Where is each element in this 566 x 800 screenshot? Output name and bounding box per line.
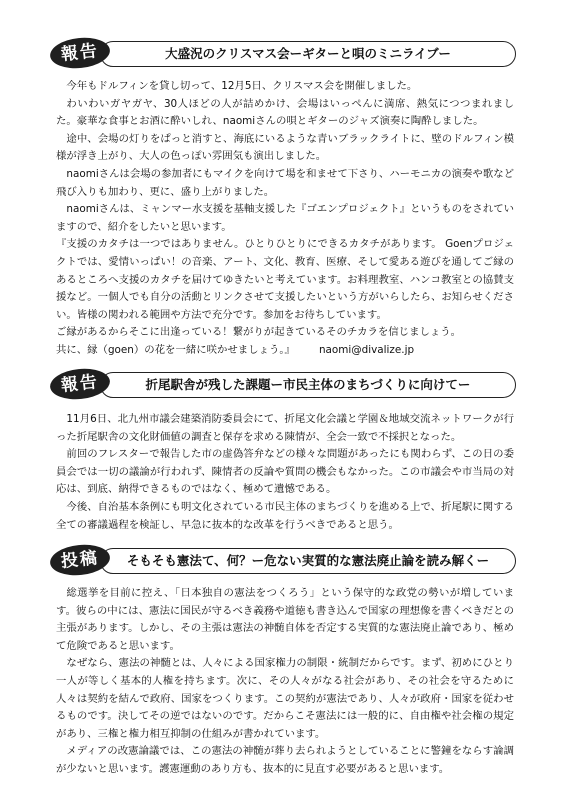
paragraph: 総選挙を目前に控え、「日本独自の憲法をつくろう」という保守的な政党の勢いが増しています。彼らの中には、憲法に国民が守るべき義務や道徳も書き込んで国家の理想像を書くべきだとの主張があります。しかし、その主張は憲法の神髄自体を否定する実質的な憲法廃止論であり、極めて危険であると思います。 bbox=[56, 587, 514, 652]
quote-paragraph: ご縁があるからそこに出逢っている！繋がりが起きているそのチカラを信じましょう。 bbox=[56, 326, 462, 339]
section-header bbox=[0, 369, 566, 403]
paragraph: 前回のフレスターで報告した市の虚偽答弁などの様々な問題があったにも関わらず、この日の委員会では一切の議論が行われず、陳情者の反論や質問の機会もなかった。この市議会や市当局の対応は、到底、納得できるものではなく、極めて遺憾である。 bbox=[56, 448, 514, 496]
contribution-section-constitution bbox=[0, 545, 566, 775]
report-section-orio-station bbox=[0, 369, 566, 531]
section-body bbox=[56, 411, 514, 534]
contribution-tag-badge: 投稿 bbox=[49, 542, 112, 578]
contact-email[interactable]: naomi@divalize.jp bbox=[318, 343, 415, 356]
report-tag-badge: 報告 bbox=[49, 35, 112, 71]
section-header bbox=[0, 545, 566, 579]
paragraph: 途中、会場の灯りをぱっと消すと、海底にいるような青いブラックライトに、壁のドルフィン模様が浮き上がり、大人の色っぽい雰囲気も演出しました。 bbox=[56, 132, 514, 163]
quote-closing-text: 共に、縁（goen）の花を一緒に咲かせましょう。』 bbox=[56, 343, 295, 356]
paragraph: なぜなら、憲法の神髄とは、人々による国家権力の制限・統制だからです。まず、初めにひとり一人が等しく基本的人権を持ちます。次に、その人々がなる社会があり、その社会を守るために人々は契約を結んで政府、国家をつくります。この契約が憲法であり、人々が政府・国家を従わせるものです。決してその逆ではないのです。だからこそ憲法には一般的に、自由権や社会権の規定があり、三権と権力相互抑制の仕組みが書かれています。 bbox=[56, 657, 514, 740]
paragraph: 今後、自治基本条例にも明文化されている市民主体のまちづくりを進める上で、折尾駅に関する全ての審議過程を検証し、早急に抜本的な改革を行うべきであると思う。 bbox=[56, 500, 514, 531]
paragraph: 11月6日、北九州市議会建築消防委員会にて、折尾文化会議と学園＆地域交流ネットワークが行った折尾駅舎の文化財価値の調査と保存を求める陳情が、全会一致で不採択となった。 bbox=[56, 413, 514, 443]
section-title: 大盛況のクリスマス会ーギターと唄のミニライブー bbox=[100, 41, 516, 67]
paragraph: naomiさんは、ミャンマー水支援を基軸支援した『ゴエンプロジェクト』というものをされていますので、紹介をしたいと思います。 bbox=[56, 203, 514, 233]
report-tag-badge: 報告 bbox=[49, 366, 112, 402]
quote-closing-line bbox=[56, 342, 514, 360]
section-body bbox=[56, 585, 514, 779]
quote-paragraph: 『支援のカタチは一つではありません。ひとりひとりにできるカタチがあります。 Goenプロジェクトでは、愛情いっぱい！の音楽、アート、文化、教育、医療、そして愛ある遊びを通してご縁のあるところへ支援のカタチを届けてゆきたいと考えています。お料理教室、ハンコ教室との協賛支援など。一個人でも自分の活動とリンクさせて支援したいという方がいらしたら、お知らせください。皆様の関われる範囲や方法で充分です。参加をお待ちしています。 bbox=[56, 238, 514, 321]
section-header bbox=[0, 38, 566, 72]
paragraph: naomiさんは会場の参加者にもマイクを向けて場を和ませて下さり、ハーモニカの演奏や歌など飛び入りも加わり、更に、盛り上がりました。 bbox=[56, 167, 514, 198]
report-section-christmas bbox=[0, 38, 566, 356]
section-body bbox=[56, 78, 514, 360]
paragraph: メディアの改憲論議では、この憲法の神髄が葬り去られようとしていることに警鐘をならす論調が少ないと思います。護憲運動のあり方も、抜本的に見直す必要があると思います。 bbox=[56, 745, 514, 775]
section-title: 折尾駅舎が残した課題ー市民主体のまちづくりに向けてー bbox=[100, 372, 516, 398]
paragraph: わいわいガヤガヤ、30人ほどの人が詰めかけ、会場はいっぺんに満席、熱気につつまれました。豪華な食事とお酒に酔いしれ、naomiさんの唄とギターのジャズ演奏に陶酔しました。 bbox=[56, 97, 514, 128]
section-title: そもそも憲法て、何？ー危ない実質的な憲法廃止論を読み解くー bbox=[100, 548, 516, 574]
paragraph: 今年もドルフィンを貸し切って、12月5日、クリスマス会を開催しました。 bbox=[66, 80, 418, 92]
